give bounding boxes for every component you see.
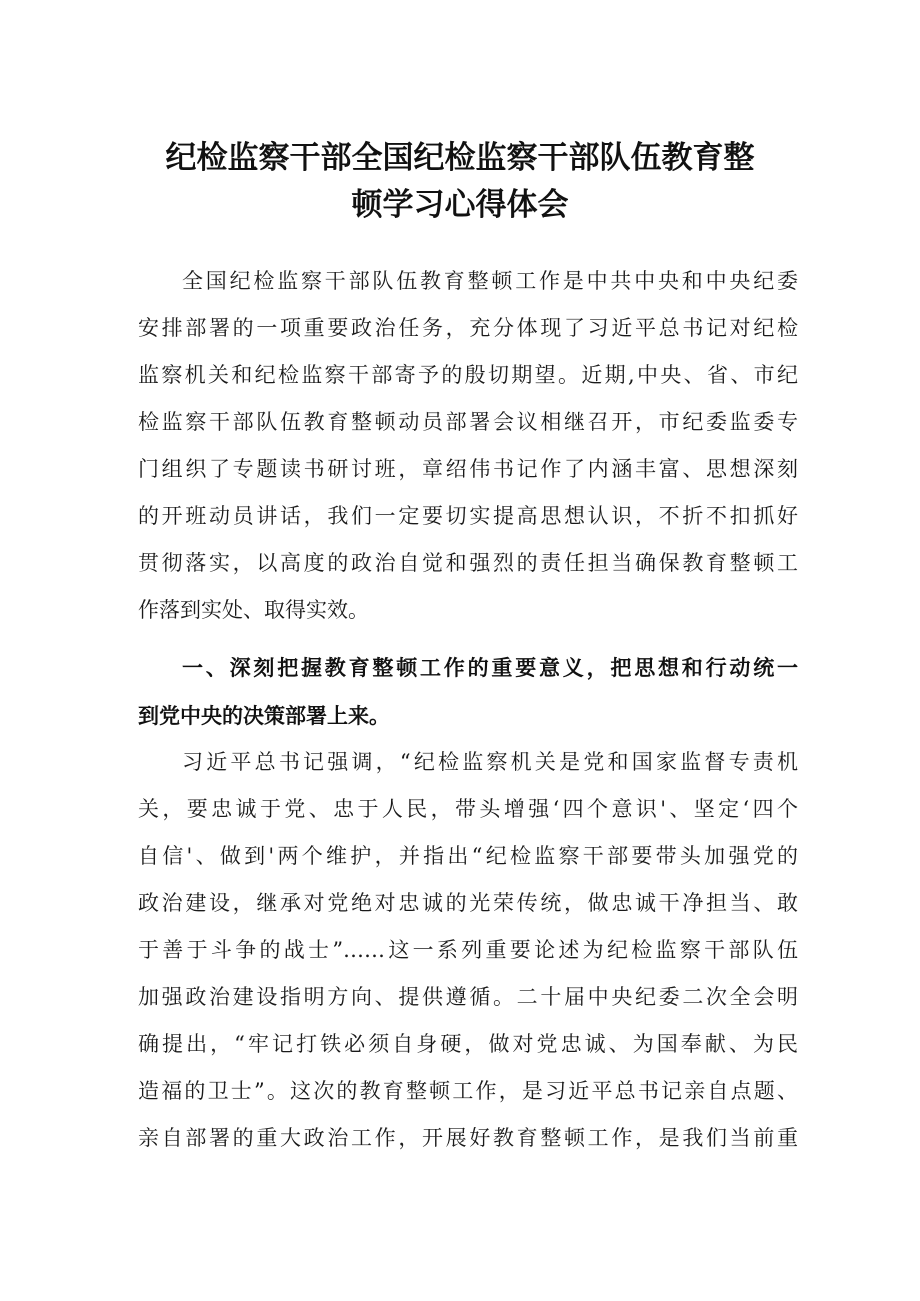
paragraph-line: 检监察干部队伍教育整顿动员部署会议相继召开，市纪委监委专 — [138, 410, 798, 434]
heading-line: 到党中央的决策部署上来。 — [138, 704, 390, 728]
paragraph-line: 监察机关和纪检监察干部寄予的殷切期望。近期,中央、省、市纪 — [138, 363, 798, 387]
document-title-line-1: 纪检监察干部全国纪检监察干部队伍教育整 — [165, 140, 755, 176]
paragraph-line: 的开班动员讲话，我们一定要切实提高思想认识，不折不扣抓好 — [138, 504, 798, 528]
paragraph-line: 于善于斗争的战士”……这一系列重要论述为纪检监察干部队伍 — [138, 938, 798, 962]
paragraph-line: 亲自部署的重大政治工作，开展好教育整顿工作，是我们当前重 — [138, 1126, 798, 1150]
document-title-line-2: 顿学习心得体会 — [351, 187, 569, 223]
paragraph-line: 关，要忠诚于党、忠于人民，带头增强‘四个意识'、坚定‘四个 — [138, 797, 798, 821]
heading-line: 一、深刻把握教育整顿工作的重要意义，把思想和行动统一 — [182, 656, 798, 680]
paragraph-line: 习近平总书记强调，“纪检监察机关是党和国家监督专责机 — [182, 750, 798, 774]
paragraph-line: 贯彻落实，以高度的政治自觉和强烈的责任担当确保教育整顿工 — [138, 551, 798, 575]
paragraph-line: 确提出，“牢记打铁必须自身硬，做对党忠诚、为国奉献、为民 — [138, 1032, 798, 1056]
paragraph-1 — [138, 258, 798, 634]
paragraph-line: 安排部署的一项重要政治任务，充分体现了习近平总书记对纪检 — [138, 316, 798, 340]
paragraph-line: 加强政治建设指明方向、提供遵循。二十届中央纪委二次全会明 — [138, 985, 798, 1009]
paragraph-line: 自信'、做到'两个维护，并指出“纪检监察干部要带头加强党的 — [138, 844, 798, 868]
paragraph-line: 全国纪检监察干部队伍教育整顿工作是中共中央和中央纪委 — [182, 269, 798, 293]
paragraph-2 — [138, 739, 798, 1162]
paragraph-line: 政治建设，继承对党绝对忠诚的光荣传统，做忠诚干净担当、敢 — [138, 891, 798, 915]
paragraph-line: 门组织了专题读书研讨班，章绍伟书记作了内涵丰富、思想深刻 — [138, 457, 798, 481]
paragraph-line: 造福的卫士”。这次的教育整顿工作，是习近平总书记亲自点题、 — [138, 1079, 798, 1103]
paragraph-line: 作落到实处、取得实效。 — [138, 598, 369, 622]
section-heading-1 — [138, 644, 798, 740]
